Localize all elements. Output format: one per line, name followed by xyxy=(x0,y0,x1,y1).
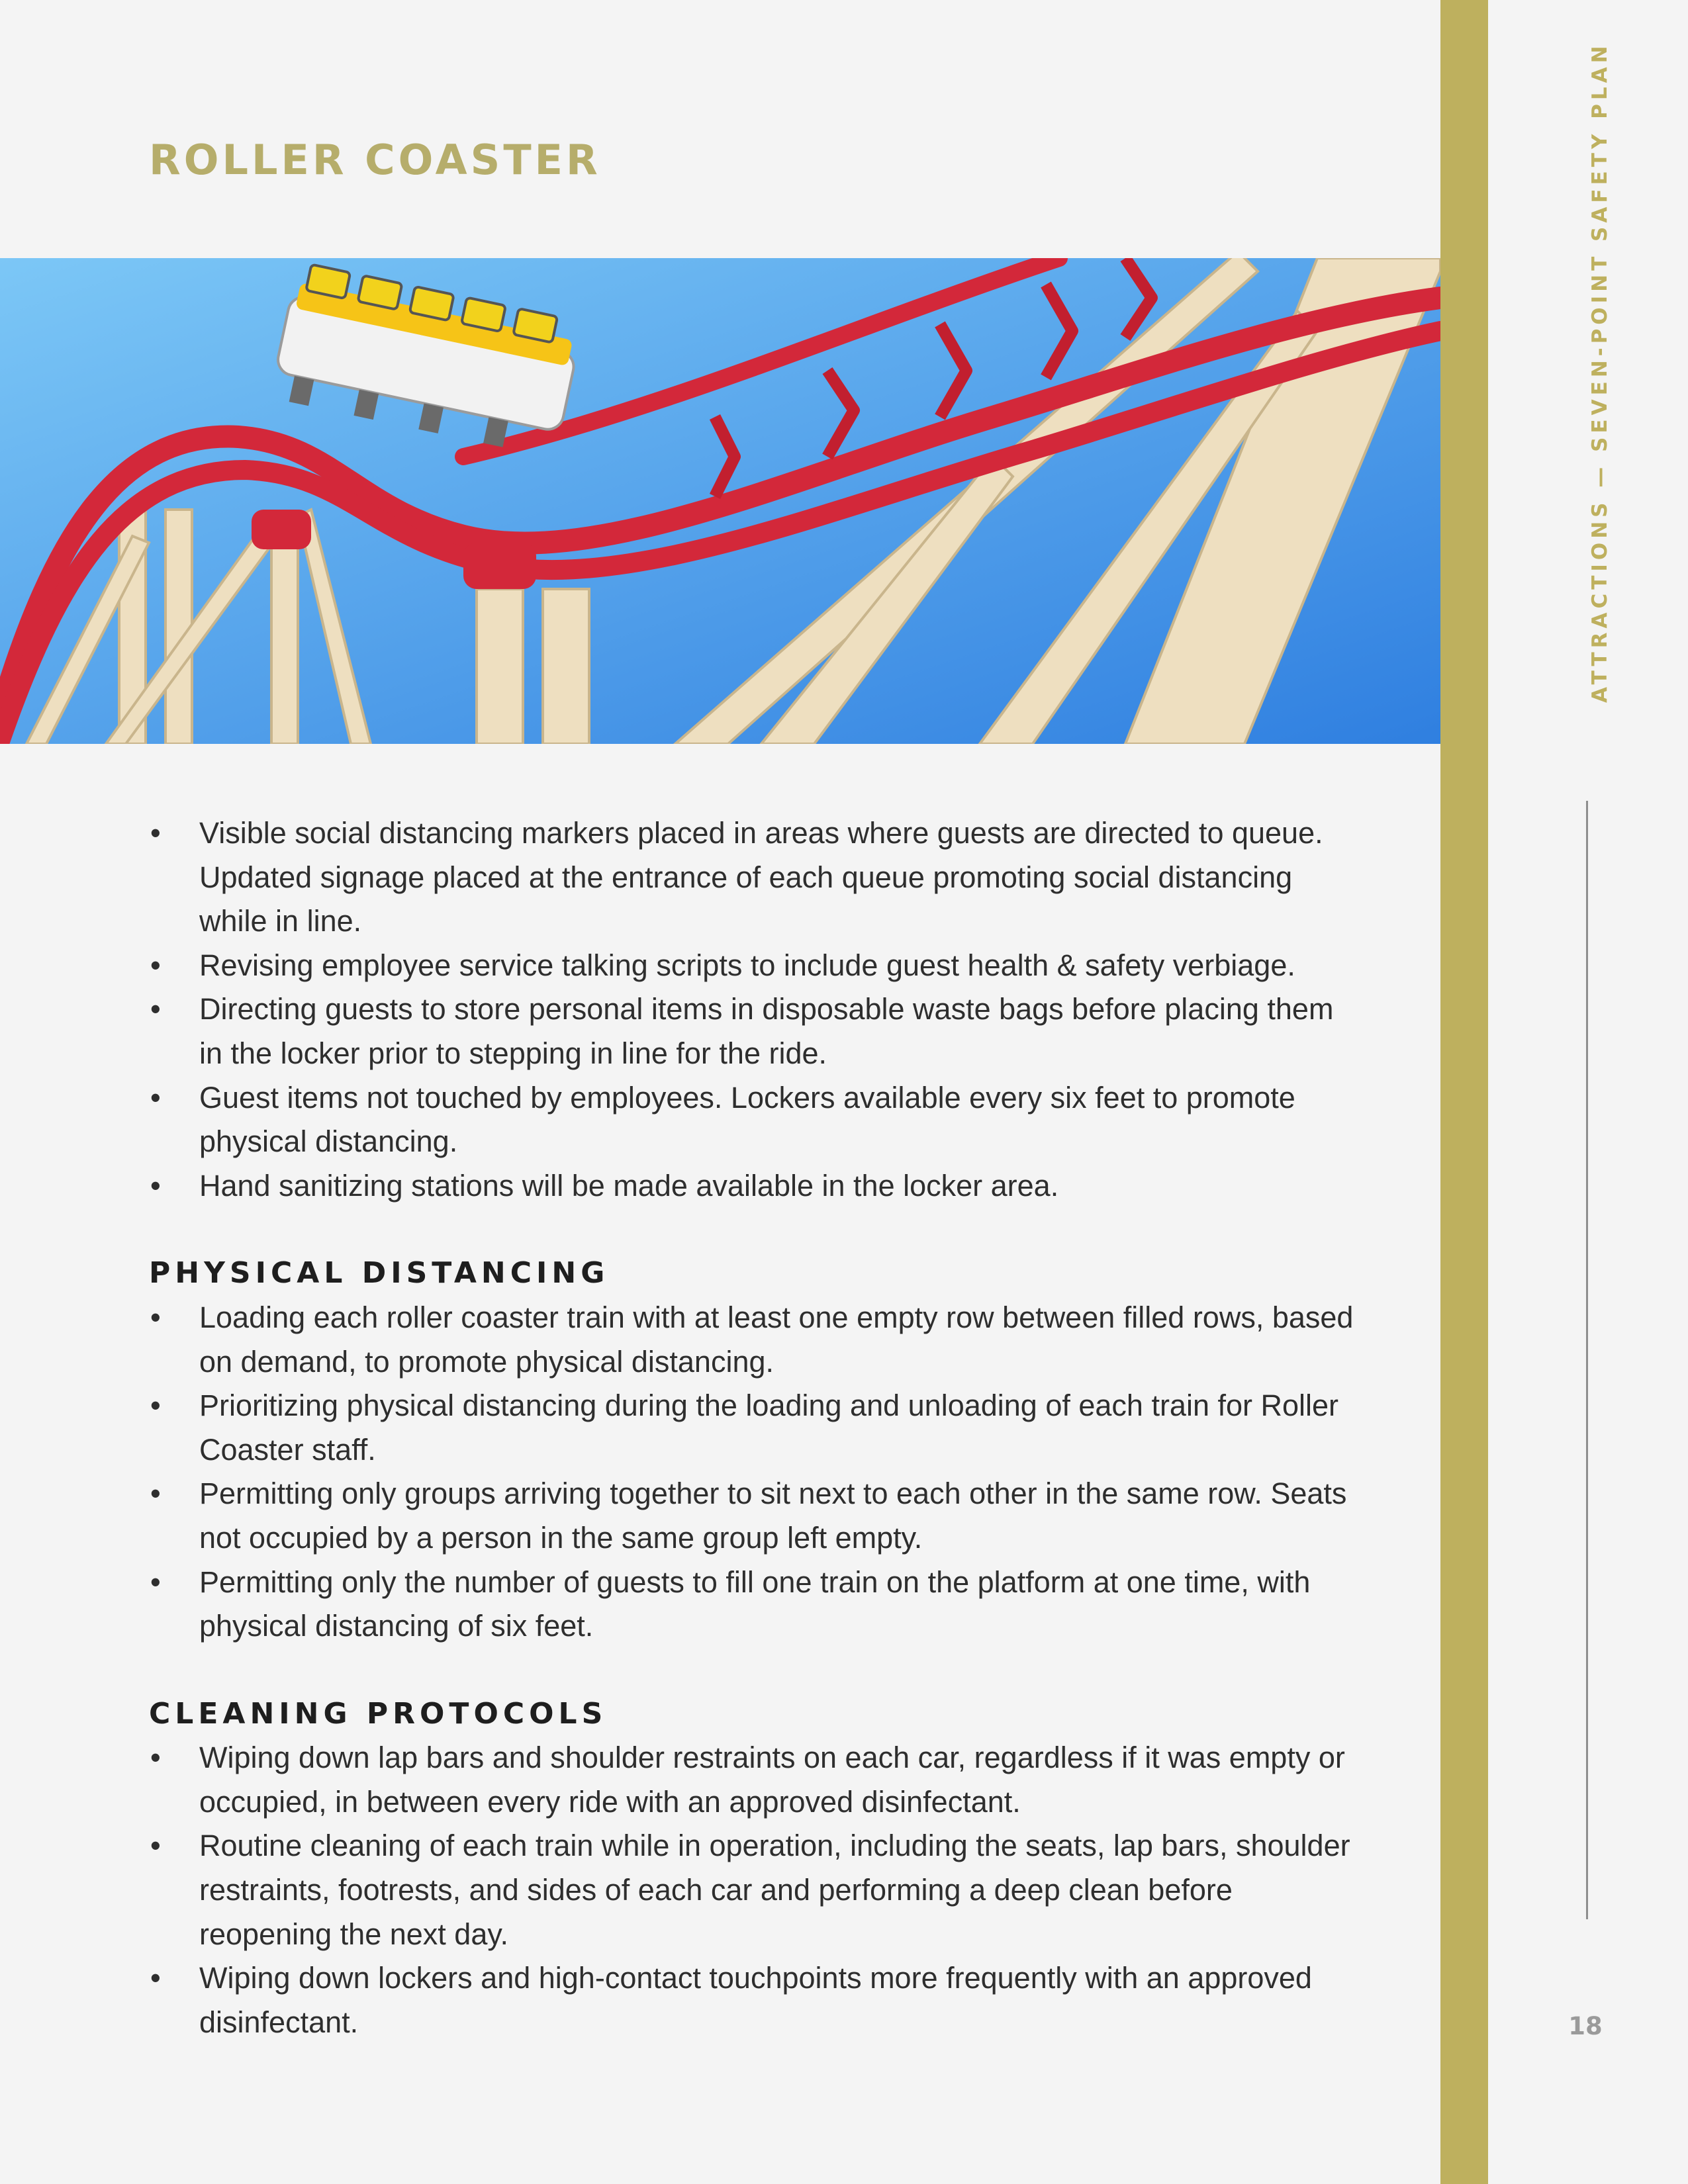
page-title: ROLLER COASTER xyxy=(149,136,601,184)
list-item: • Revising employee service talking scripts to include guest health & safety verbiage. xyxy=(149,944,1360,988)
list-item: • Permitting only groups arriving together to sit next to each other in the same row. Seats not occupied by a person in the same group left empty. xyxy=(149,1472,1360,1560)
section-side-label: ATTRACTIONS — SEVEN-POINT SAFETY PLAN xyxy=(1588,42,1612,703)
list-item: • Wiping down lap bars and shoulder restraints on each car, regardless if it was empty or occupied, in between every ride with an approved disinfectant. xyxy=(149,1736,1360,1824)
intro-list xyxy=(149,811,1360,1208)
track-joint xyxy=(463,543,536,589)
list-item: • Wiping down lockers and high-contact touchpoints more frequently with an approved disinfectant. xyxy=(149,1956,1360,2044)
list-item: • Directing guests to store personal items in disposable waste bags before placing them in the locker prior to stepping in line for the ride. xyxy=(149,987,1360,1075)
list-item: • Loading each roller coaster train with at least one empty row between filled rows, based on demand, to promote physical distancing. xyxy=(149,1296,1360,1384)
list-item: • Permitting only the number of guests to fill one train on the platform at one time, with physical distancing of six feet. xyxy=(149,1561,1360,1649)
list-item: • Hand sanitizing stations will be made available in the locker area. xyxy=(149,1164,1360,1208)
track-joint xyxy=(252,510,311,549)
roller-coaster-photo xyxy=(0,258,1440,744)
side-divider xyxy=(1586,801,1588,1919)
section-heading-cleaning-protocols: CLEANING PROTOCOLS xyxy=(149,1696,608,1731)
list-item: • Prioritizing physical distancing during the loading and unloading of each train for Roller Coaster staff. xyxy=(149,1384,1360,1472)
list-item: • Visible social distancing markers placed in areas where guests are directed to queue. Updated signage placed at the entrance of each queue promoting social distancing while in line. xyxy=(149,811,1360,944)
page-number: 18 xyxy=(1568,2012,1603,2040)
list-item: • Guest items not touched by employees. Lockers available every six feet to promote physical distancing. xyxy=(149,1076,1360,1164)
main-content xyxy=(149,811,1360,2044)
support-pillar xyxy=(543,589,589,744)
cleaning-protocols-list xyxy=(149,1736,1360,2044)
support-pillar xyxy=(477,589,523,744)
support-pillar xyxy=(165,510,192,744)
side-accent-bar xyxy=(1440,0,1488,2184)
support-pillar xyxy=(271,523,298,744)
physical-distancing-list xyxy=(149,1296,1360,1649)
list-item: • Routine cleaning of each train while in operation, including the seats, lap bars, shoulder restraints, footrests, and sides of each car and performing a deep clean before reopening the next day. xyxy=(149,1824,1360,1956)
section-heading-physical-distancing: PHYSICAL DISTANCING xyxy=(149,1256,610,1291)
